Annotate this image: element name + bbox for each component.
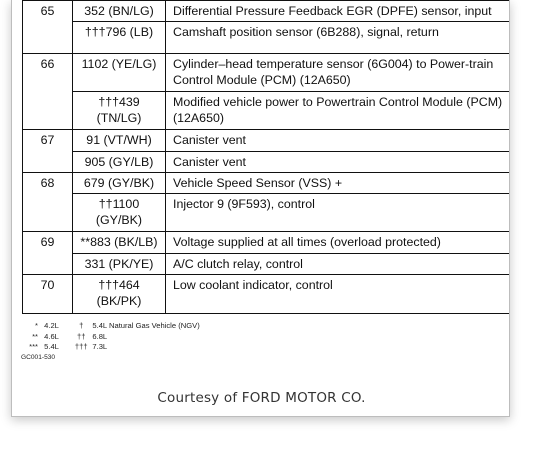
footnote-row	[22, 321, 200, 332]
table-row	[23, 130, 511, 152]
circuit-function: A/C clutch relay, control	[166, 254, 511, 275]
table-row	[23, 92, 511, 130]
table-row	[23, 54, 511, 92]
circuit-function: Canister vent	[166, 130, 511, 152]
footnote-symbol: †	[79, 321, 84, 330]
circuit-wire: 905 (GY/LB)	[73, 152, 166, 173]
footnote-symbol: **	[32, 331, 38, 341]
footnote-symbol: ††	[77, 331, 86, 341]
table-row	[23, 194, 511, 232]
pin-number: 67	[23, 130, 73, 173]
circuit-wire: **883 (BK/LB)	[73, 232, 166, 254]
circuit-function: Voltage supplied at all times (overload protected)	[166, 232, 511, 254]
circuit-function: Camshaft position sensor (6B288), signal, return	[166, 22, 511, 54]
circuit-function: Modified vehicle power to Powertrain Control Module (PCM) (12A650)	[166, 92, 511, 130]
circuit-wire: 352 (BN/LG)	[73, 1, 166, 22]
footnotes	[22, 321, 200, 363]
document-page	[11, 0, 510, 417]
circuit-function: Canister vent	[166, 152, 511, 173]
pin-number: 68	[23, 173, 73, 232]
circuit-function: Vehicle Speed Sensor (VSS) +	[166, 173, 511, 194]
pin-number: 70	[23, 275, 73, 314]
figure-code: GC001-530	[21, 353, 56, 361]
circuit-function: Low coolant indicator, control	[166, 275, 511, 314]
footnote-engine: 4.6L	[44, 331, 59, 341]
table-row	[23, 232, 511, 254]
circuit-wire: †††796 (LB)	[73, 22, 166, 54]
circuit-wire: †††439 (TN/LG)	[73, 92, 166, 130]
connector-pin-table	[22, 0, 510, 314]
table-row	[23, 275, 511, 314]
pin-number: 69	[23, 232, 73, 275]
footnote-symbol: †††	[74, 342, 88, 352]
circuit-wire: 679 (GY/BK)	[73, 173, 166, 194]
table-row	[23, 173, 511, 194]
footnote-engine: 5.4L	[44, 342, 59, 352]
footnote-symbol: *	[35, 321, 38, 330]
footnote-row	[22, 342, 200, 353]
pin-number: 66	[23, 54, 73, 130]
pin-number: 65	[23, 1, 73, 54]
footnote-engine: 5.4L Natural Gas Vehicle (NGV)	[92, 321, 200, 330]
circuit-wire: 331 (PK/YE)	[73, 254, 166, 275]
circuit-wire: †††464 (BK/PK)	[73, 275, 166, 314]
courtesy-caption: Courtesy of FORD MOTOR CO.	[157, 390, 366, 406]
circuit-wire: ††1100 (GY/BK)	[73, 194, 166, 232]
footnote-engine: 7.3L	[92, 342, 108, 352]
circuit-function: Differential Pressure Feedback EGR (DPFE) sensor, input	[166, 1, 511, 22]
footnote-engine: 6.8L	[92, 331, 108, 341]
footnote-engine: 4.2L	[44, 321, 59, 330]
table-row	[23, 1, 511, 22]
circuit-wire: 91 (VT/WH)	[73, 130, 166, 152]
circuit-function: Cylinder–head temperature sensor (6G004) to Power-train Control Module (PCM) (12A650)	[166, 54, 511, 92]
table-row	[23, 152, 511, 173]
footnote-symbol: ***	[29, 342, 38, 352]
footnote-row	[22, 332, 200, 343]
circuit-wire: 1102 (YE/LG)	[73, 54, 166, 92]
table-row	[23, 22, 511, 54]
circuit-function: Injector 9 (9F593), control	[166, 194, 511, 232]
table-row	[23, 254, 511, 275]
